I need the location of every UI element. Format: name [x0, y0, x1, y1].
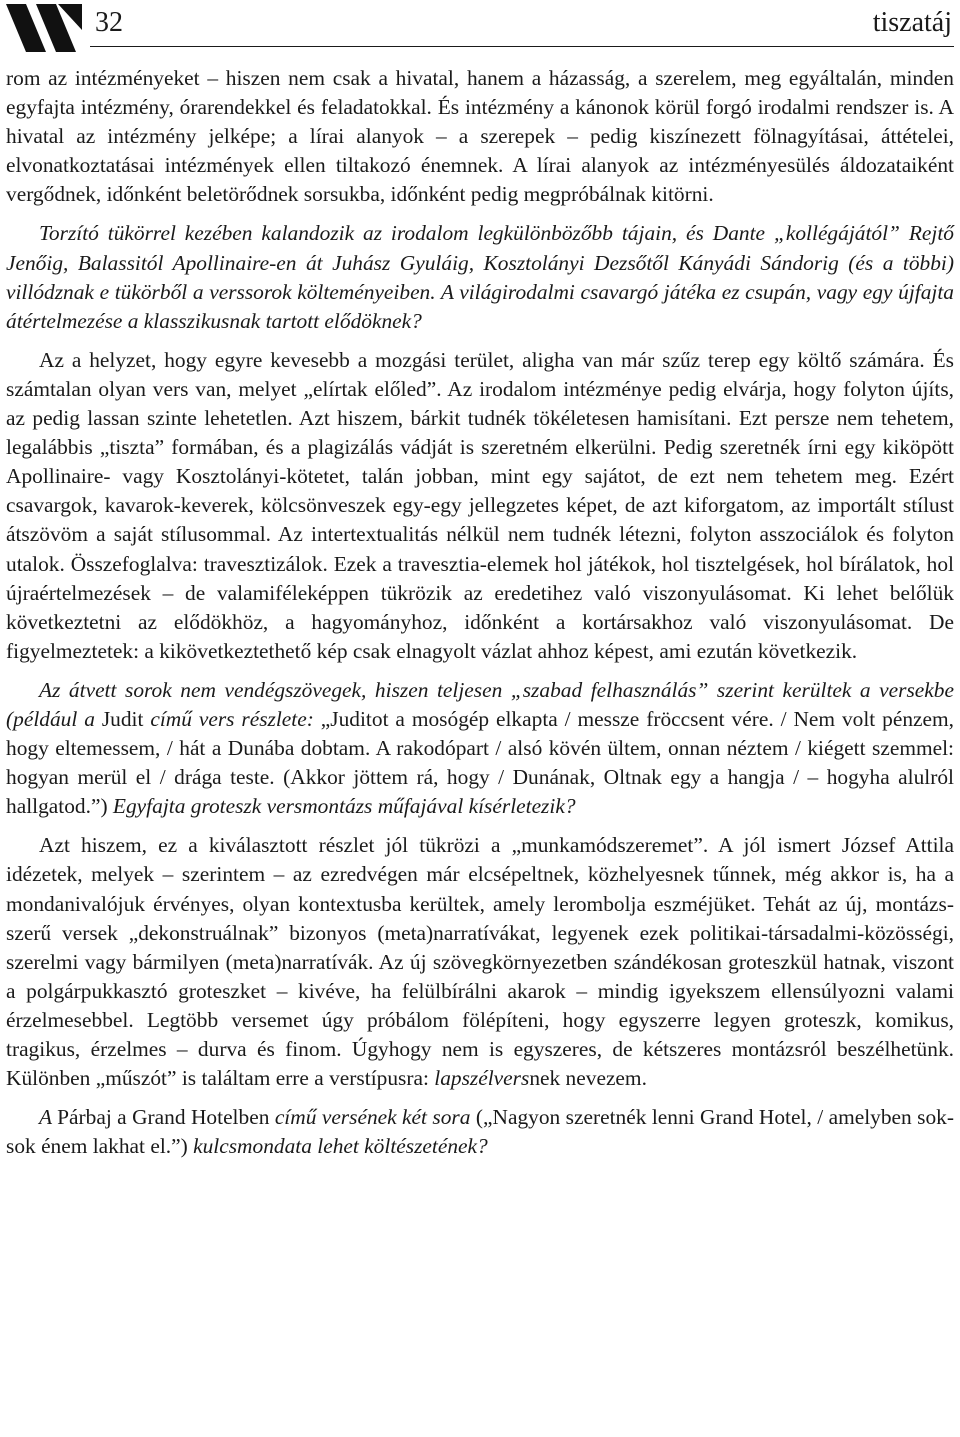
text-segment: című versének két sora [269, 1105, 476, 1130]
page-header [0, 0, 960, 56]
text-segment: rom az intézményeket – hiszen nem csak a hivatal, hanem a házasság, a szerelem, meg egyáltalán, minden egyfajta intézmény, órarendekkel és feladatokkal. És intézmény a kánonok körül forgó irodalmi rendszer is. A hivatal az intézmény jelképe; a lírai alanyok – a szerepek – pedig kiszínezett fölnagyításai, áttételei, elvonatkoztatásai intézmények ellen tiltakozó énemnek. A lírai alanyok az intézményesülés áldozataiként vergődnek, időnként beletörődnek sorsukba, időnként pedig megpróbálnak kitörni. [6, 66, 954, 207]
poem-title: Párbaj a Grand Hotelben [57, 1105, 270, 1130]
journal-title: tiszatáj [872, 7, 952, 38]
article-body [6, 64, 954, 1161]
poem-quote: „Juditot a mosógép elkapta / messze fröccsent vére. / Nem volt pénzem, hogy eltemessem, / hát a Dunába dobtam. A rakodópart / alsó kövén ültem, onnan néztem / kiégett szemmel: hogyan merül el / drága teste. (Akkor jöttem rá, hogy / Dunának, Oltnak egy a hangja / – hogyha alulról hallgatod.”) [6, 706, 954, 819]
text-segment: Torzító tükörrel kezében kalandozik az irodalom legkülönbözőbb tájain, és Dante „kollégájától” Rejtő Jenőig, Balassitól Apollinaire-en át Juhász Gyuláig, Kosztolányi Dezsőtől Kányádi Sándorig (és a többi) villódznak e tükörből a verssorok költeményeiben. A világirodalmi csavargó játéka ez csupán, vagy egy újfajta átértelmezése a klasszikusnak tartott elődöknek? [6, 221, 954, 333]
header-rule [90, 46, 954, 47]
page-number: 32 [95, 7, 123, 38]
paragraph-intro [6, 64, 954, 209]
text-segment: Az átvett sorok nem vendégszövegek, hiszen teljesen „szabad felhasználás” szerint kerültek a versekbe (például a [6, 677, 954, 731]
journal-logo-icon [6, 4, 82, 52]
text-segment: Azt hiszem, ez a kiválasztott részlet jól tükrözi a „munkamódszeremet”. A jól ismert József Attila idézetek, melyek – szerintem – az ezredvégen már elcsépeltnek, közhelyesnek tűnnek, még akkor is, ha a mondanivalójuk érvényes, olyan kontextusba kerültek, amely lerombolja eszméjüket. Tehát az új, montázs-szerű versek „dekonstruálnak” bizonyos (meta)narratívákat, legyenek ezek politikai-társadalmi-közösségi, szerelmi vagy bármilyen (meta)narratívák. Az új szövegkörnyezetben szándékosan groteszkül hatnak, viszont a polgárpukkasztó groteszket – kivéve, ha felülbírálni akarok – mindig igyekszem ellensúlyozni valami érzelmesebbel. Legtöbb versemet úgy próbálom fölépíteni, hogy egyszerre legyen groteszk, komikus, tragikus, érzelmes – durva és finom. Úgyhogy nem is egyszeres, de kétszeres montázsról beszélhetünk. Különben „műszót” is találtam erre a verstípusra: [6, 833, 954, 1091]
text-segment: nek nevezem. [529, 1066, 647, 1091]
term-lapszelvers: lapszélvers [434, 1066, 530, 1091]
text-segment: A [39, 1105, 58, 1130]
text-segment: kulcsmondata lehet költészetének? [187, 1134, 488, 1159]
paragraph-question [6, 219, 954, 335]
paragraph-question-parbaj [6, 1103, 954, 1161]
poem-title: Judit [101, 706, 144, 731]
paragraph-answer [6, 346, 954, 666]
paragraph-question-judit [6, 676, 954, 821]
poem-quote: („Nagyon szeretnék lenni Grand Hotel, / amelyben sok-sok énem lakhat el.”) [6, 1105, 954, 1159]
paragraph-answer-method [6, 831, 954, 1093]
text-segment: Az a helyzet, hogy egyre kevesebb a mozgási terület, aligha van már szűz terep egy költő számára. És számtalan olyan vers van, melyet „elírtak előled”. Az irodalom intézménye pedig elvárja, hogy folyton újíts, az pedig lassan szinte lehetetlen. Azt hiszem, bárkit tudnék tökéletesen hamisítani. Ezt persze nem tehetem, legalábbis „tiszta” formában, és a plagizálás vádját is szeretném elkerülni. Pedig szeretnék írni egy kiköpött Apollinaire- vagy Kosztolányi-kötetet, talán jobban, mint egy sajátot, de ezt nem tehetem meg. Ezért csavargok, kavarok-keverek, kölcsönveszek egy-egy jellegzetes képet, de azt kiforgatom, az importált stílust átszövöm a saját stílusommal. Az intertextualitás nélkül nem tudnék létezni, folyton asszociálok és folyton utalok. Összefoglalva: travesztizálok. Ezek a travesztia-elemek hol játékok, hol tisztelgések, hol bírálatok, hol újraértelmezések – de valamiféleképpen tükrözik az eredetihez való viszonyulásomat. Ki lehet belőlük következtetni az elődökhöz, a hagyományhoz, időnként a kortársakhoz való viszonyulásomat. De figyelmeztetek: a kikövetkeztethető kép csak elnagyolt vázlat ahhoz képest, ami ezután következik. [6, 347, 954, 663]
text-segment: Egyfajta groteszk versmontázs műfajával kísérletezik? [107, 794, 576, 819]
text-segment: című vers részlete: [143, 706, 321, 731]
